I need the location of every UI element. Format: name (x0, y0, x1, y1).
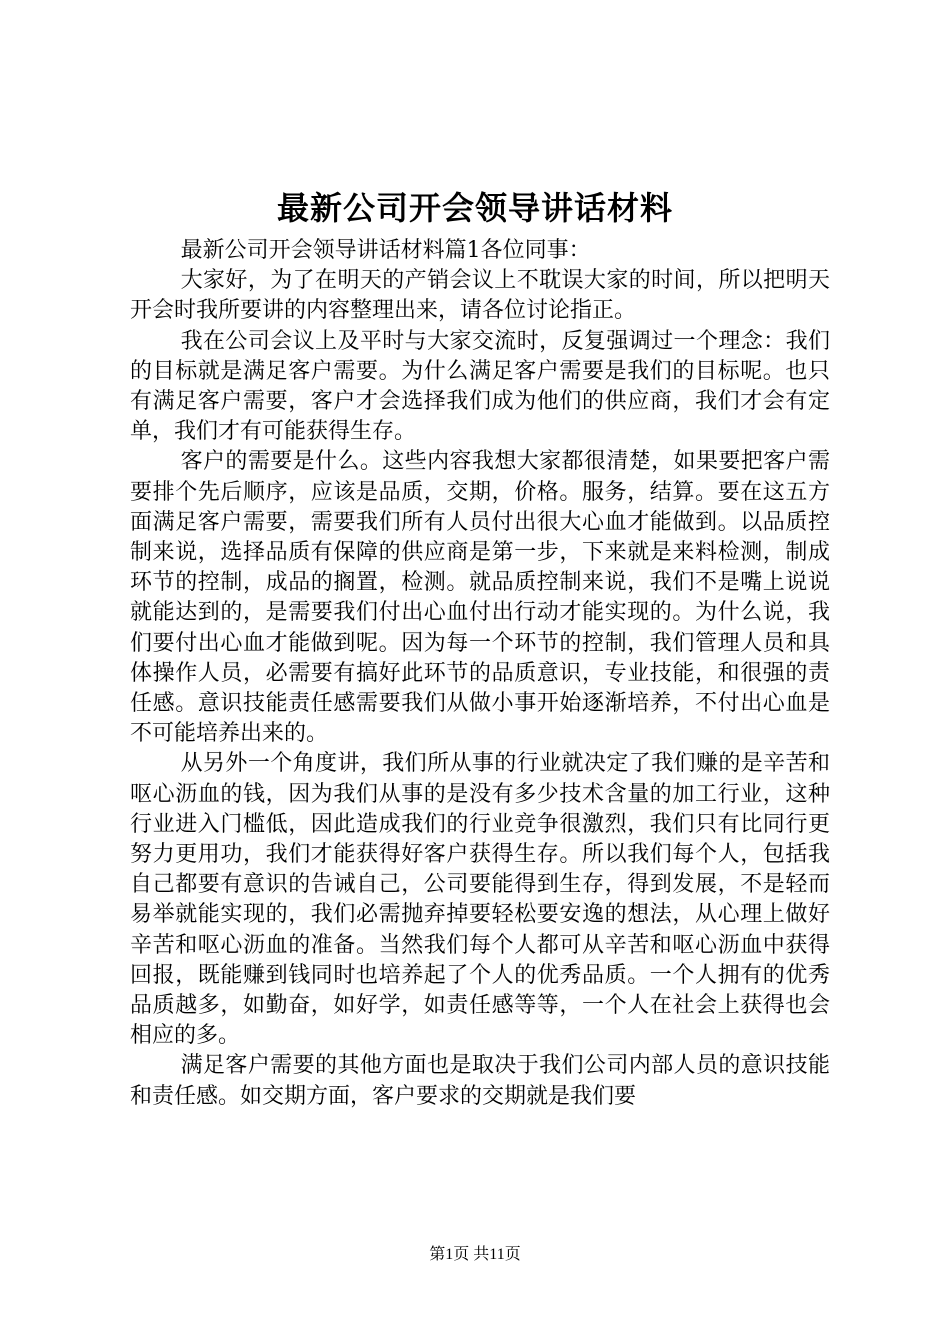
paragraph-5: 从另外一个角度讲，我们所从事的行业就决定了我们赚的是辛苦和呕心沥血的钱，因为我们从事的是没有多少技术含量的加工行业，这种行业进入门槛低，因此造成我们的行业竞争很激烈，我们只有比同行更努力更用功，我们才能获得好客户获得生存。所以我们每个人，包括我自己都要有意识的告诫自己，公司要能得到生存，得到发展，不是轻而易举就能实现的，我们必需抛弃掉要轻松要安逸的想法，从心理上做好辛苦和呕心沥血的准备。当然我们每个人都可从辛苦和呕心沥血中获得回报，既能赚到钱同时也培养起了个人的优秀品质。一个人拥有的优秀品质越多，如勤奋，如好学，如责任感等等，一个人在社会上获得也会相应的多。 (130, 751, 830, 1049)
paragraph-4: 客户的需要是什么。这些内容我想大家都很清楚，如果要把客户需要排个先后顺序，应该是品质，交期，价格。服务，结算。要在这五方面满足客户需要，需要我们所有人员付出很大心血才能做到。以品质控制来说，选择品质有保障的供应商是第一步，下来就是来料检测，制成环节的控制，成品的搁置，检测。就品质控制来说，我们不是嘴上说说就能达到的，是需要我们付出心血付出行动才能实现的。为什么说，我们要付出心血才能做到呢。因为每一个环节的控制，我们管理人员和具体操作人员，必需要有搞好此环节的品质意识，专业技能，和很强的责任感。意识技能责任感需要我们从做小事开始逐渐培养，不付出心血是不可能培养出来的。 (130, 449, 830, 747)
paragraph-1: 最新公司开会领导讲话材料篇1各位同事： (180, 238, 591, 263)
paragraph-3: 我在公司会议上及平时与大家交流时，反复强调过一个理念：我们的目标就是满足客户需要。为什么满足客户需要是我们的目标呢。也只有满足客户需要，客户才会选择我们成为他们的供应商，我们才会有定单，我们才有可能获得生存。 (130, 328, 830, 445)
paragraph-6: 满足客户需要的其他方面也是取决于我们公司内部人员的意识技能和责任感。如交期方面，客户要求的交期就是我们要 (130, 1053, 830, 1109)
document-body (130, 236, 830, 1112)
page-footer: 第1页 共11页 (429, 1246, 521, 1263)
paragraph-2: 大家好，为了在明天的产销会议上不耽误大家的时间，所以把明天开会时我所要讲的内容整理出来，请各位讨论指正。 (130, 268, 830, 324)
document-title: 最新公司开会领导讲话材料 (276, 189, 673, 227)
